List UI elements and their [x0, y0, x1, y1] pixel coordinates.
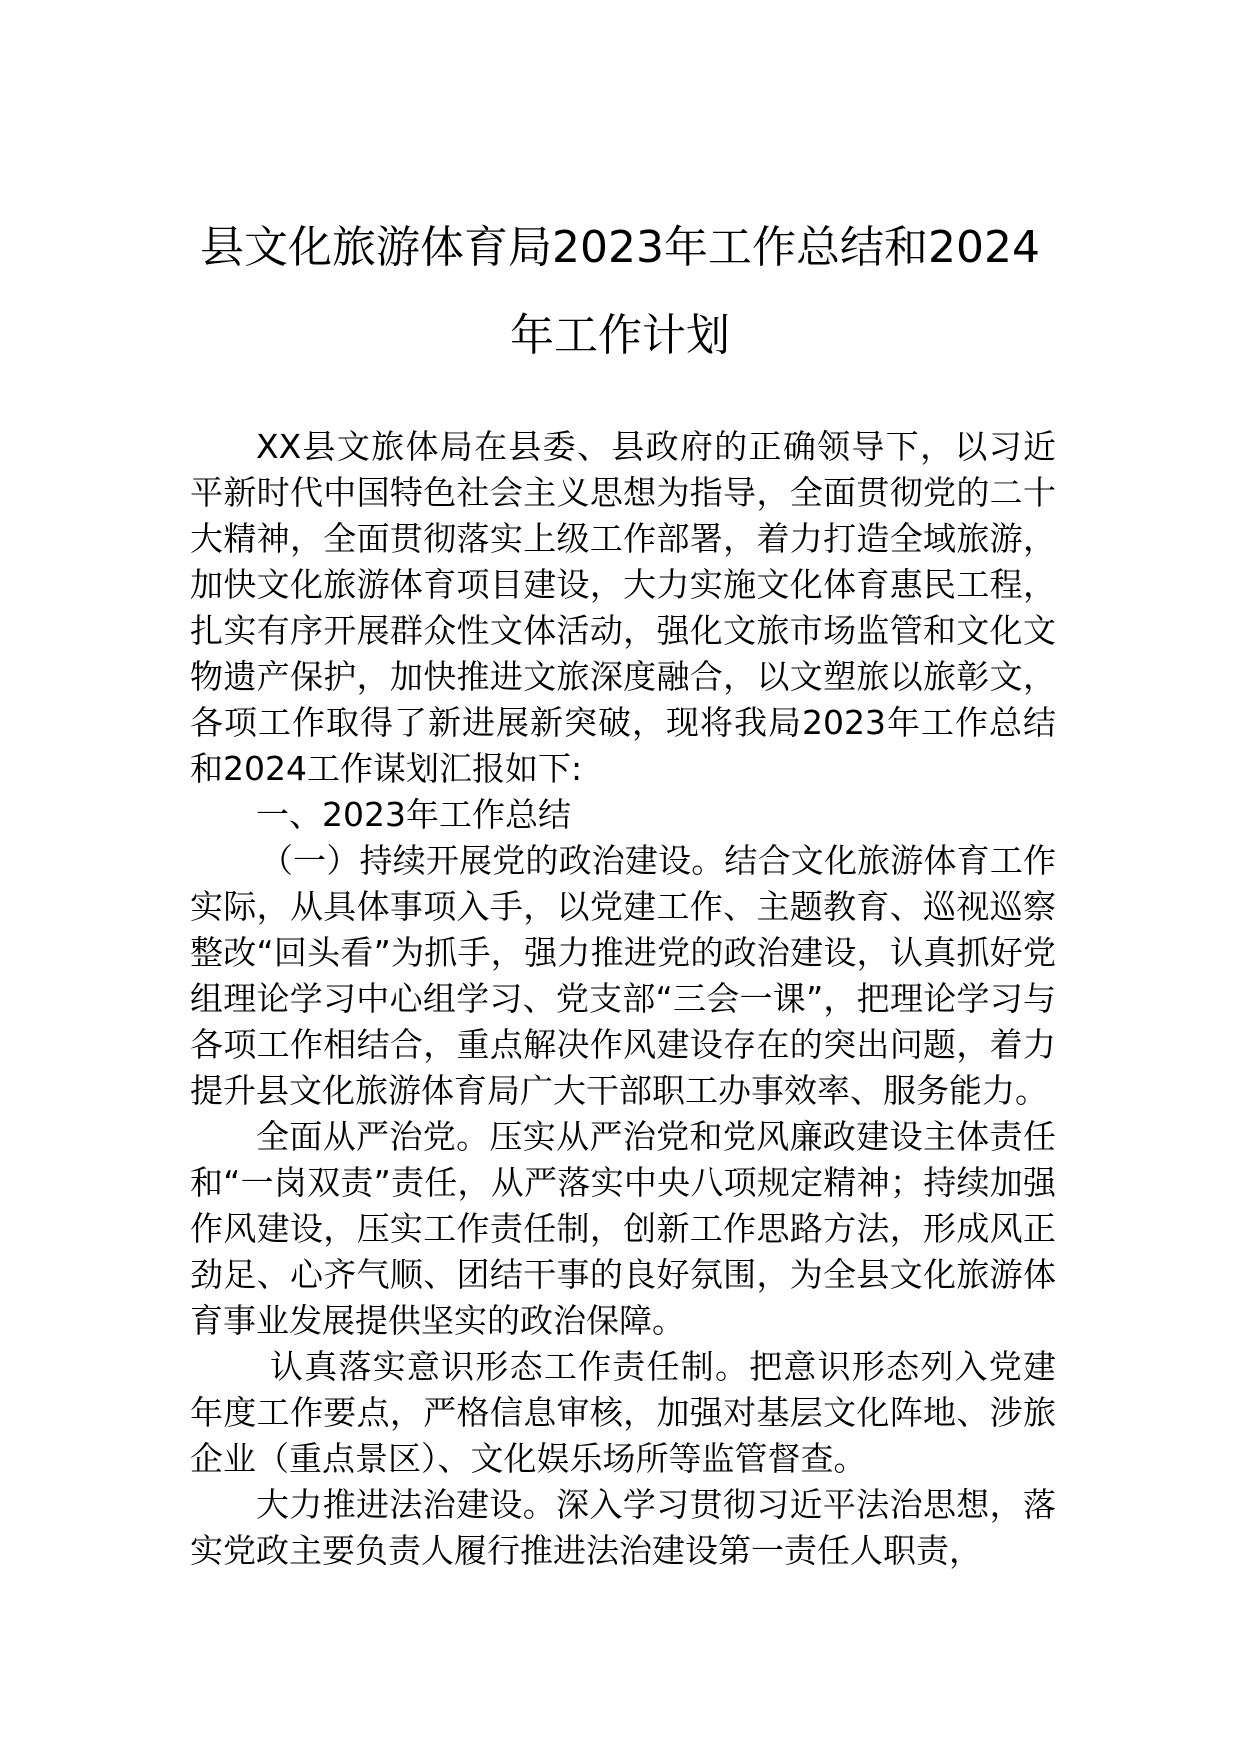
paragraph-political-building: （一）持续开展党的政治建设。结合文化旅游体育工作实际，从具体事项入手，以党建工作、主题教育、巡视巡察整改“回头看”为抓手，强力推进党的政治建设，认真抓好党组理论学习中心组学习、党支部“三会一课”，把理论学习与各项工作相结合，重点解决作风建设存在的突出问题，着力提升县文化旅游体育局广大干部职工办事效率、服务能力。 [190, 841, 1056, 1110]
document-title-line-2: 年工作计划 [510, 310, 730, 361]
document-body [190, 424, 1056, 1574]
section-heading-summary: 一、2023年工作总结 [256, 795, 571, 834]
paragraph-rule-of-law: 大力推进法治建设。深入学习贯彻习近平法治思想，落实党政主要负责人履行推进法治建设第一责任人职责， [190, 1485, 1056, 1570]
document-title-line-1: 县文化旅游体育局2023年工作总结和2024 [200, 222, 1040, 273]
paragraph-strict-party-governance: 全面从严治党。压实从严治党和党风廉政建设主体责任和“一岗双责”责任，从严落实中央八项规定精神；持续加强作风建设，压实工作责任制，创新工作思路方法，形成风正劲足、心齐气顺、团结干事的良好氛围，为全县文化旅游体育事业发展提供坚实的政治保障。 [190, 1117, 1056, 1340]
paragraph-ideology-responsibility: 认真落实意识形态工作责任制。把意识形态列入党建年度工作要点，严格信息审核，加强对基层文化阵地、涉旅企业（重点景区）、文化娱乐场所等监管督查。 [190, 1347, 1056, 1478]
intro-paragraph: XX县文旅体局在县委、县政府的正确领导下，以习近平新时代中国特色社会主义思想为指导，全面贯彻党的二十大精神，全面贯彻落实上级工作部署，着力打造全域旅游，加快文化旅游体育项目建设，大力实施文化体育惠民工程，扎实有序开展群众性文体活动，强化文旅市场监管和文化文物遗产保护，加快推进文旅深度融合，以文塑旅以旅彰文，各项工作取得了新进展新突破，现将我局2023年工作总结和2024工作谋划汇报如下: [190, 427, 1056, 788]
